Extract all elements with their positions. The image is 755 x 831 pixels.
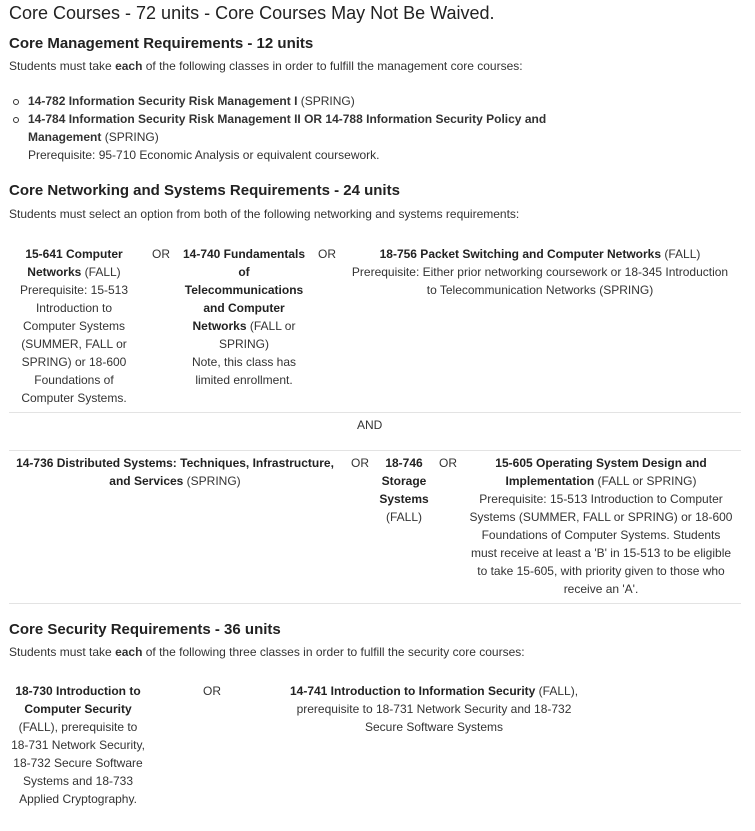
course-cell-14-741: 14-741 Introduction to Information Security (FALL), prerequisite to 18-731 Network Security and 18-732 Secure Software Systems <box>289 684 579 734</box>
list-item: 14-784 Information Security Risk Management II OR 14-788 Information Security Policy and Management (SPRING) Prerequisite: 95-710 Economic Analysis or equivalent coursework. <box>10 110 570 164</box>
course-cell-14-740: 14-740 Fundamentals of Telecommunications and Computer Networks (FALL or SPRING) Note, this class has limited enrollment. <box>182 247 306 387</box>
or-label: OR <box>351 456 369 470</box>
security-heading: Core Security Requirements - 36 units <box>9 621 281 638</box>
course-cell-18-730: 18-730 Introduction to Computer Security (FALL), prerequisite to 18-731 Network Security, 18-732 Secure Software Systems and 18-733 Applied Cryptography. <box>11 684 145 806</box>
course-prerequisite: Prerequisite: 95-710 Economic Analysis or equivalent coursework. <box>28 148 380 162</box>
or-label: OR <box>152 247 170 261</box>
divider <box>9 450 741 451</box>
course-cell-15-605: 15-605 Operating System Design and Implementation (FALL or SPRING) Prerequisite: 15-513 Introduction to Computer Systems (SUMMER, FALL or SPRING) or 18-600 Foundations of Computer Systems. Students must receive at least a 'B' in 15-513 to be eligible to take 15-605, with priority given to those who receive an 'A'. <box>469 456 733 596</box>
course-cell-18-746: 18-746 Storage Systems (FALL) <box>379 456 429 524</box>
management-intro: Students must take each of the following classes in order to fulfill the management core courses: <box>9 59 523 73</box>
management-heading: Core Management Requirements - 12 units <box>9 35 314 52</box>
course-cell-15-641: 15-641 Computer Networks (FALL) Prerequisite: 15-513 Introduction to Computer Systems (SUMMER, FALL or SPRING) or 18-600 Foundations of Computer Systems. <box>19 247 129 405</box>
course-cell-18-756: 18-756 Packet Switching and Computer Networks (FALL) Prerequisite: Either prior networking coursework or 18-345 Introduction to Telecommunication Networks (SPRING) <box>351 247 729 297</box>
and-label: AND <box>357 418 383 432</box>
or-label: OR <box>439 456 457 470</box>
course-title: 14-784 Information Security Risk Management II OR 14-788 Information Security Policy and Management <box>28 112 547 144</box>
course-title: 14-782 Information Security Risk Management I <box>28 94 298 108</box>
divider <box>9 603 741 604</box>
security-intro: Students must take each of the following three classes in order to fulfill the security core courses: <box>9 645 525 659</box>
networking-heading: Core Networking and Systems Requirements - 24 units <box>9 182 400 199</box>
divider <box>9 412 741 413</box>
page-title: Core Courses - 72 units - Core Courses May Not Be Waived. <box>9 3 495 23</box>
or-label: OR <box>318 247 336 261</box>
or-label: OR <box>203 684 221 698</box>
networking-intro: Students must select an option from both of the following networking and systems requirements: <box>9 207 520 221</box>
list-item: 14-782 Information Security Risk Management I (SPRING) <box>10 92 570 110</box>
management-course-list <box>10 92 570 164</box>
course-cell-14-736: 14-736 Distributed Systems: Techniques, Infrastructure, and Services (SPRING) <box>16 456 334 488</box>
